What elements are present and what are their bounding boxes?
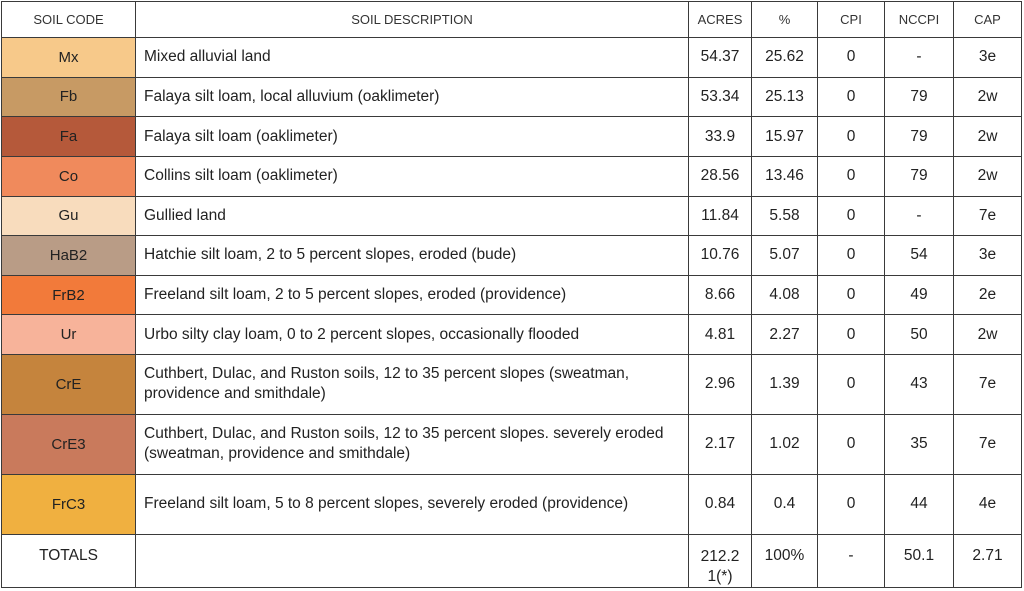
soil-code-cell: Mx: [2, 38, 136, 78]
cap-cell: 7e: [954, 196, 1022, 236]
soil-description-cell: Freeland silt loam, 5 to 8 percent slopes, severely eroded (providence): [136, 474, 689, 534]
cpi-cell: 0: [818, 38, 885, 78]
table-row: [2, 196, 1022, 236]
percent-cell: 25.13: [752, 77, 818, 117]
nccpi-cell: 43: [885, 355, 954, 415]
cap-cell: 2e: [954, 275, 1022, 315]
percent-cell: 2.27: [752, 315, 818, 355]
cpi-cell: 0: [818, 315, 885, 355]
table-row: [2, 414, 1022, 474]
soil-code-cell: HaB2: [2, 236, 136, 276]
nccpi-cell: 35: [885, 414, 954, 474]
percent-cell: 5.58: [752, 196, 818, 236]
soil-code-cell: Gu: [2, 196, 136, 236]
soil-code-cell: Ur: [2, 315, 136, 355]
soil-description-cell: Falaya silt loam, local alluvium (oaklimeter): [136, 77, 689, 117]
header-soil-description: SOIL DESCRIPTION: [136, 2, 689, 38]
cpi-cell: 0: [818, 355, 885, 415]
totals-row: [2, 535, 1022, 588]
percent-cell: 4.08: [752, 275, 818, 315]
table-row: [2, 315, 1022, 355]
table-row: [2, 156, 1022, 196]
nccpi-cell: 79: [885, 156, 954, 196]
acres-cell: 11.84: [689, 196, 752, 236]
acres-cell: 2.96: [689, 355, 752, 415]
cpi-cell: 0: [818, 474, 885, 534]
soil-code-cell: CrE: [2, 355, 136, 415]
nccpi-cell: -: [885, 196, 954, 236]
totals-percent: 100%: [752, 535, 818, 588]
table-header-row: [2, 2, 1022, 38]
percent-cell: 1.02: [752, 414, 818, 474]
percent-cell: 0.4: [752, 474, 818, 534]
header-cpi: CPI: [818, 2, 885, 38]
header-cap: CAP: [954, 2, 1022, 38]
header-soil-code: SOIL CODE: [2, 2, 136, 38]
acres-cell: 28.56: [689, 156, 752, 196]
nccpi-cell: -: [885, 38, 954, 78]
soil-table: [1, 1, 1022, 588]
soil-code-cell: Fa: [2, 117, 136, 157]
soil-code-cell: Fb: [2, 77, 136, 117]
table-row: [2, 355, 1022, 415]
acres-cell: 53.34: [689, 77, 752, 117]
percent-cell: 5.07: [752, 236, 818, 276]
cpi-cell: 0: [818, 236, 885, 276]
table-row: [2, 77, 1022, 117]
acres-cell: 4.81: [689, 315, 752, 355]
cap-cell: 3e: [954, 236, 1022, 276]
acres-cell: 33.9: [689, 117, 752, 157]
percent-cell: 15.97: [752, 117, 818, 157]
cap-cell: 4e: [954, 474, 1022, 534]
percent-cell: 1.39: [752, 355, 818, 415]
soil-description-cell: Mixed alluvial land: [136, 38, 689, 78]
header-nccpi: NCCPI: [885, 2, 954, 38]
percent-cell: 13.46: [752, 156, 818, 196]
header-percent: %: [752, 2, 818, 38]
cap-cell: 3e: [954, 38, 1022, 78]
totals-cap: 2.71: [954, 535, 1022, 588]
totals-cpi: -: [818, 535, 885, 588]
nccpi-cell: 54: [885, 236, 954, 276]
soil-code-cell: FrB2: [2, 275, 136, 315]
totals-label: TOTALS: [2, 535, 136, 588]
cpi-cell: 0: [818, 77, 885, 117]
header-acres: ACRES: [689, 2, 752, 38]
cap-cell: 2w: [954, 117, 1022, 157]
table-row: [2, 236, 1022, 276]
soil-description-cell: Freeland silt loam, 2 to 5 percent slopes, eroded (providence): [136, 275, 689, 315]
table-body: [2, 38, 1022, 535]
acres-cell: 8.66: [689, 275, 752, 315]
nccpi-cell: 44: [885, 474, 954, 534]
nccpi-cell: 79: [885, 117, 954, 157]
soil-description-cell: Collins silt loam (oaklimeter): [136, 156, 689, 196]
cap-cell: 2w: [954, 315, 1022, 355]
totals-description: [136, 535, 689, 588]
acres-cell: 10.76: [689, 236, 752, 276]
acres-cell: 2.17: [689, 414, 752, 474]
soil-description-cell: Falaya silt loam (oaklimeter): [136, 117, 689, 157]
percent-cell: 25.62: [752, 38, 818, 78]
acres-cell: 0.84: [689, 474, 752, 534]
table-row: [2, 38, 1022, 78]
soil-code-cell: CrE3: [2, 414, 136, 474]
cap-cell: 7e: [954, 414, 1022, 474]
soil-description-cell: Hatchie silt loam, 2 to 5 percent slopes, eroded (bude): [136, 236, 689, 276]
cpi-cell: 0: [818, 196, 885, 236]
soil-code-cell: Co: [2, 156, 136, 196]
soil-description-cell: Urbo silty clay loam, 0 to 2 percent slopes, occasionally flooded: [136, 315, 689, 355]
soil-description-cell: Gullied land: [136, 196, 689, 236]
cpi-cell: 0: [818, 156, 885, 196]
totals-acres: 212.2 1(*): [689, 535, 752, 588]
table-row: [2, 474, 1022, 534]
nccpi-cell: 79: [885, 77, 954, 117]
table-row: [2, 117, 1022, 157]
soil-description-cell: Cuthbert, Dulac, and Ruston soils, 12 to 35 percent slopes (sweatman, providence and smithdale): [136, 355, 689, 415]
cap-cell: 2w: [954, 156, 1022, 196]
soil-description-cell: Cuthbert, Dulac, and Ruston soils, 12 to 35 percent slopes. severely eroded (sweatman, providence and smithdale): [136, 414, 689, 474]
cpi-cell: 0: [818, 414, 885, 474]
nccpi-cell: 49: [885, 275, 954, 315]
cap-cell: 2w: [954, 77, 1022, 117]
cpi-cell: 0: [818, 117, 885, 157]
nccpi-cell: 50: [885, 315, 954, 355]
cap-cell: 7e: [954, 355, 1022, 415]
soil-code-cell: FrC3: [2, 474, 136, 534]
acres-cell: 54.37: [689, 38, 752, 78]
table-row: [2, 275, 1022, 315]
cpi-cell: 0: [818, 275, 885, 315]
totals-nccpi: 50.1: [885, 535, 954, 588]
